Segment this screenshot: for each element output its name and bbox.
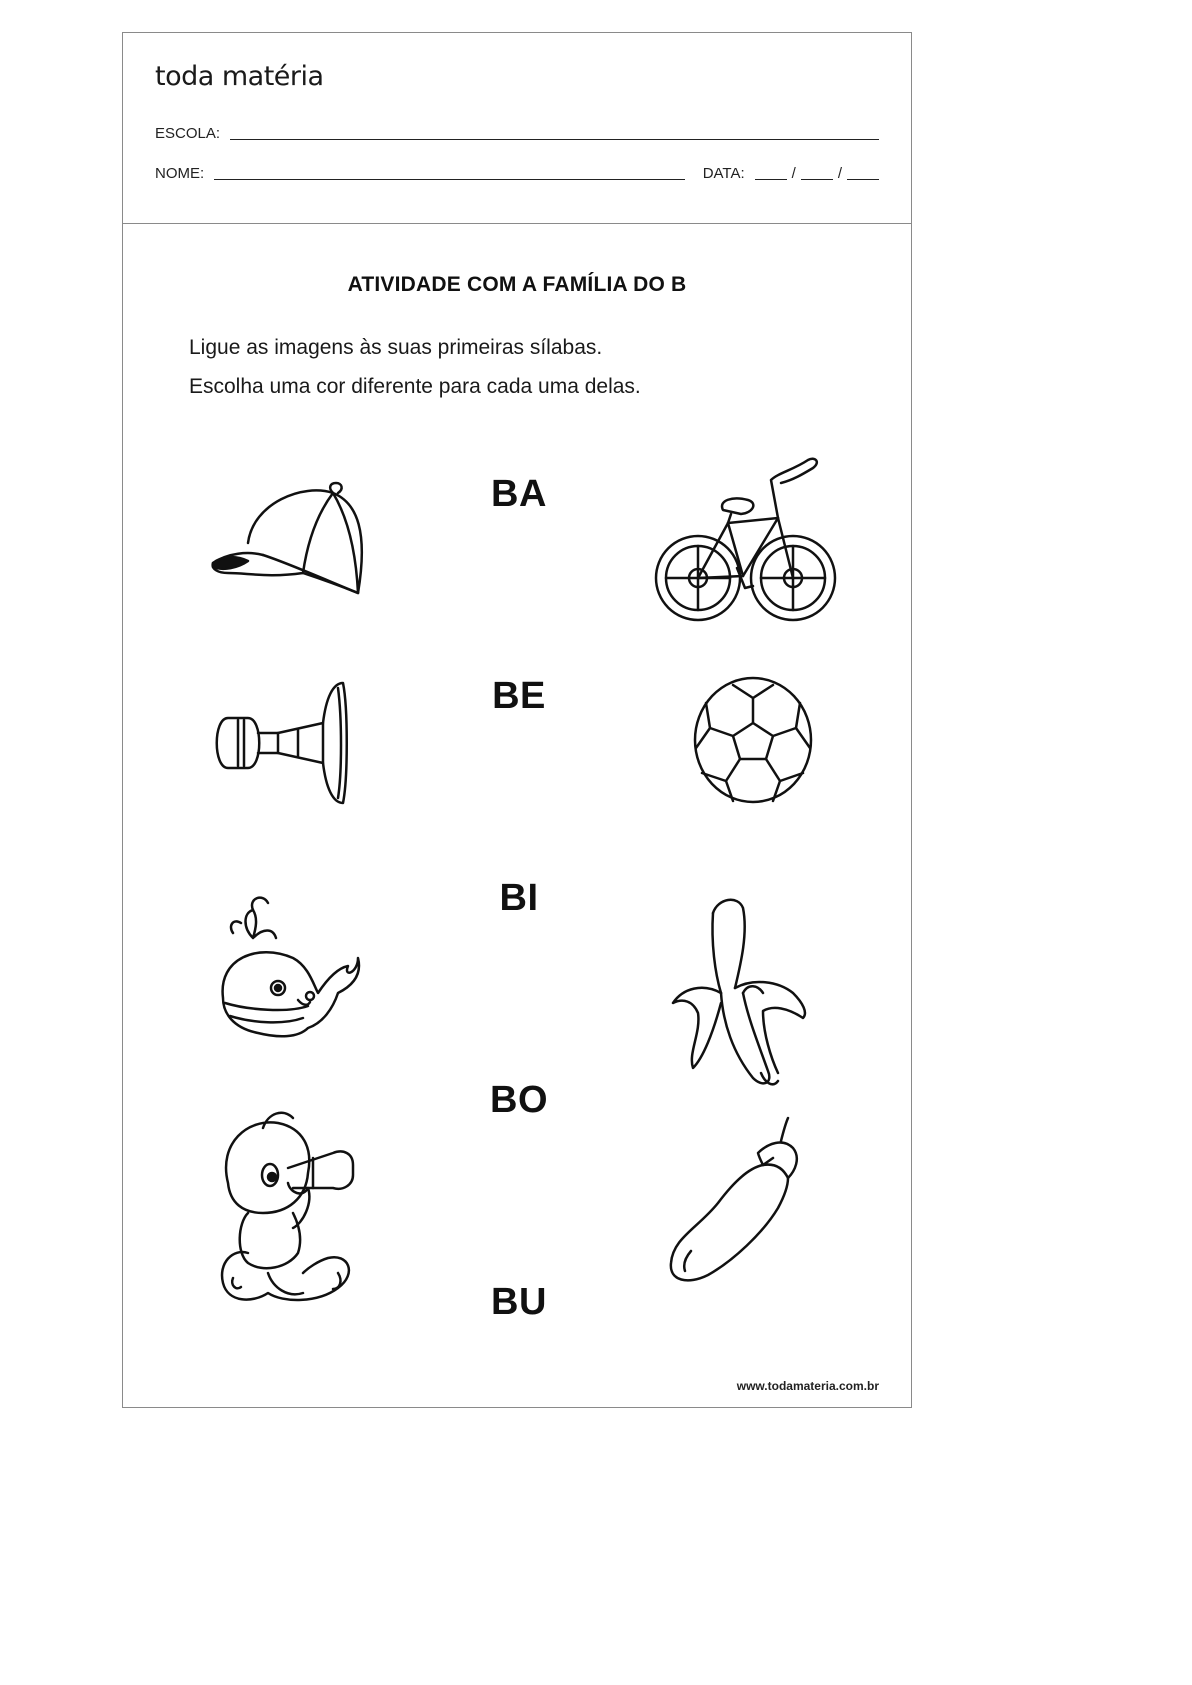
date-month-line <box>801 165 833 180</box>
instruction-line-1: Ligue as imagens às suas primeiras sílabas. <box>189 336 603 359</box>
school-field <box>155 125 879 142</box>
date-label: DATA: <box>702 165 745 182</box>
date-separator: / <box>837 165 842 182</box>
school-label: ESCOLA: <box>155 125 221 142</box>
ball-icon <box>688 673 818 808</box>
instruction-line-2: Escolha uma cor diferente para cada uma delas. <box>189 375 641 398</box>
name-label: NOME: <box>155 165 205 182</box>
worksheet <box>122 32 912 1408</box>
syllable-ba: BA <box>491 473 547 515</box>
horn-icon <box>208 678 368 808</box>
eggplant-icon <box>663 1113 813 1288</box>
worksheet-header <box>123 33 911 224</box>
syllable-bi: BI <box>499 877 539 919</box>
footer-website: www.todamateria.com.br <box>736 1379 879 1393</box>
bicycle-icon <box>653 448 843 633</box>
banana-icon <box>663 893 813 1093</box>
date-separator: / <box>791 165 796 182</box>
school-line <box>230 125 879 140</box>
brand-logo: toda matéria <box>155 61 324 92</box>
syllable-bu: BU <box>491 1281 547 1323</box>
date-day-line <box>755 165 787 180</box>
name-line <box>214 165 685 180</box>
whale-icon <box>208 888 368 1048</box>
syllable-bo: BO <box>490 1079 548 1121</box>
activity-title: ATIVIDADE COM A FAMÍLIA DO B <box>347 273 687 296</box>
syllable-be: BE <box>492 675 546 717</box>
date-year-line <box>847 165 879 180</box>
name-date-row <box>155 165 879 182</box>
cap-icon <box>208 473 378 603</box>
baby-icon <box>208 1103 378 1313</box>
